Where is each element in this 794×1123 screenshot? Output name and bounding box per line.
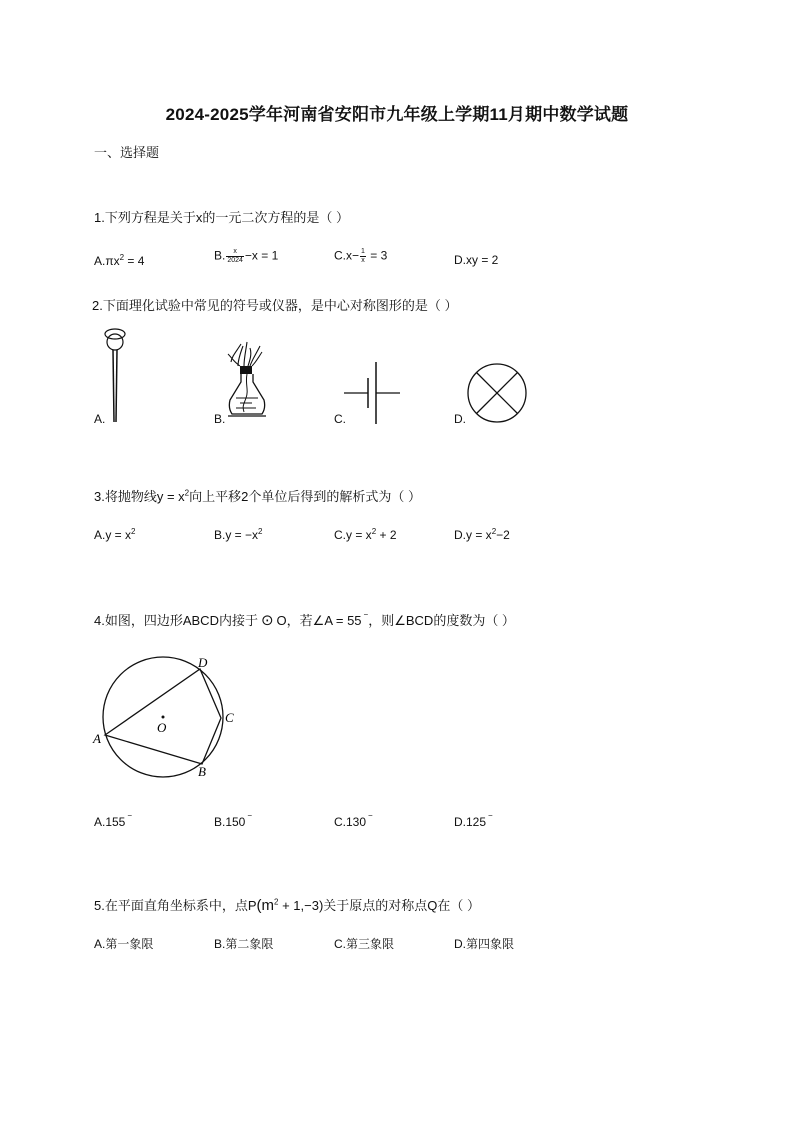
center-label-o: O bbox=[157, 720, 167, 735]
question-1-stem: 1.下列方程是关于x的一元二次方程的是（ ） bbox=[94, 210, 349, 225]
section-heading: 一、选择题 bbox=[94, 145, 160, 160]
q4-option-d: D.125 − bbox=[454, 811, 493, 829]
q3-option-c: $C.y = x^2 + 2$ bbox=[334, 527, 397, 542]
inscribed-quadrilateral-figure bbox=[92, 650, 242, 785]
q1-option-c: C.x− $\frac{1}{x}$ = 3 bbox=[334, 248, 388, 264]
q5-option-c: C.第三象限 bbox=[334, 937, 395, 951]
page-title: 2024-2025学年河南省安阳市九年级上学期11月期中数学试题 bbox=[165, 105, 629, 124]
flask-figure bbox=[222, 340, 272, 425]
q4-option-a: A.155 − bbox=[94, 811, 133, 829]
vertex-label-c: C bbox=[225, 710, 234, 725]
vertex-label-d: D bbox=[198, 655, 208, 670]
q2-option-d: D. bbox=[454, 412, 466, 426]
q4-option-b: B.150 − bbox=[214, 811, 253, 829]
q3-option-d: $D.y = x^2-2$ bbox=[454, 527, 510, 542]
question-2-stem: 2.下面理化试验中常见的符号或仪器，是中心对称图形的是（ ） bbox=[92, 298, 458, 313]
q2-option-b: B. bbox=[214, 412, 226, 426]
fraction: $\frac{1}{x}$ bbox=[361, 248, 365, 264]
pin-figure bbox=[100, 326, 140, 426]
fraction: $\frac{x}{2024}$ bbox=[227, 248, 243, 264]
vertex-label-a: A bbox=[93, 731, 101, 746]
capacitor-symbol bbox=[344, 360, 404, 426]
circle-symbol: ⊙ bbox=[260, 612, 274, 629]
q5-option-a: A.第一象限 bbox=[94, 937, 154, 951]
q3-option-a: $A.y = x^2$ bbox=[94, 527, 136, 542]
q3-option-b: $B.y = -x^2$ bbox=[214, 527, 263, 542]
question-3-stem: 3.将抛物线$y = x^2$向上平移2个单位后得到的解析式为（ ） bbox=[94, 488, 421, 504]
q4-option-c: C.130 − bbox=[334, 811, 373, 829]
lamp-symbol bbox=[466, 362, 528, 424]
vertex-label-b: B bbox=[198, 764, 206, 779]
question-4-stem: 4.如图，四边形ABCD内接于 ⊙ O，若∠A = 55 −，则∠BCD的度数为（ ） bbox=[94, 610, 515, 629]
q2-option-c: C. bbox=[334, 412, 346, 426]
q2-option-a: A. bbox=[94, 412, 106, 426]
q1-option-b: B. $\frac{x}{2024}$ −x = 1 bbox=[214, 248, 279, 264]
q5-option-b: B.第二象限 bbox=[214, 937, 274, 951]
q1-option-d: D.xy = 2 bbox=[454, 253, 499, 267]
q5-option-d: D.第四象限 bbox=[454, 937, 515, 951]
q1-option-a: $A.\pi x^2 = 4$ bbox=[94, 253, 145, 268]
question-5-stem: 5.在平面直角坐标系中，点$P(m^2 + 1,-3)$关于原点的对称点Q在（ ） bbox=[94, 897, 481, 914]
